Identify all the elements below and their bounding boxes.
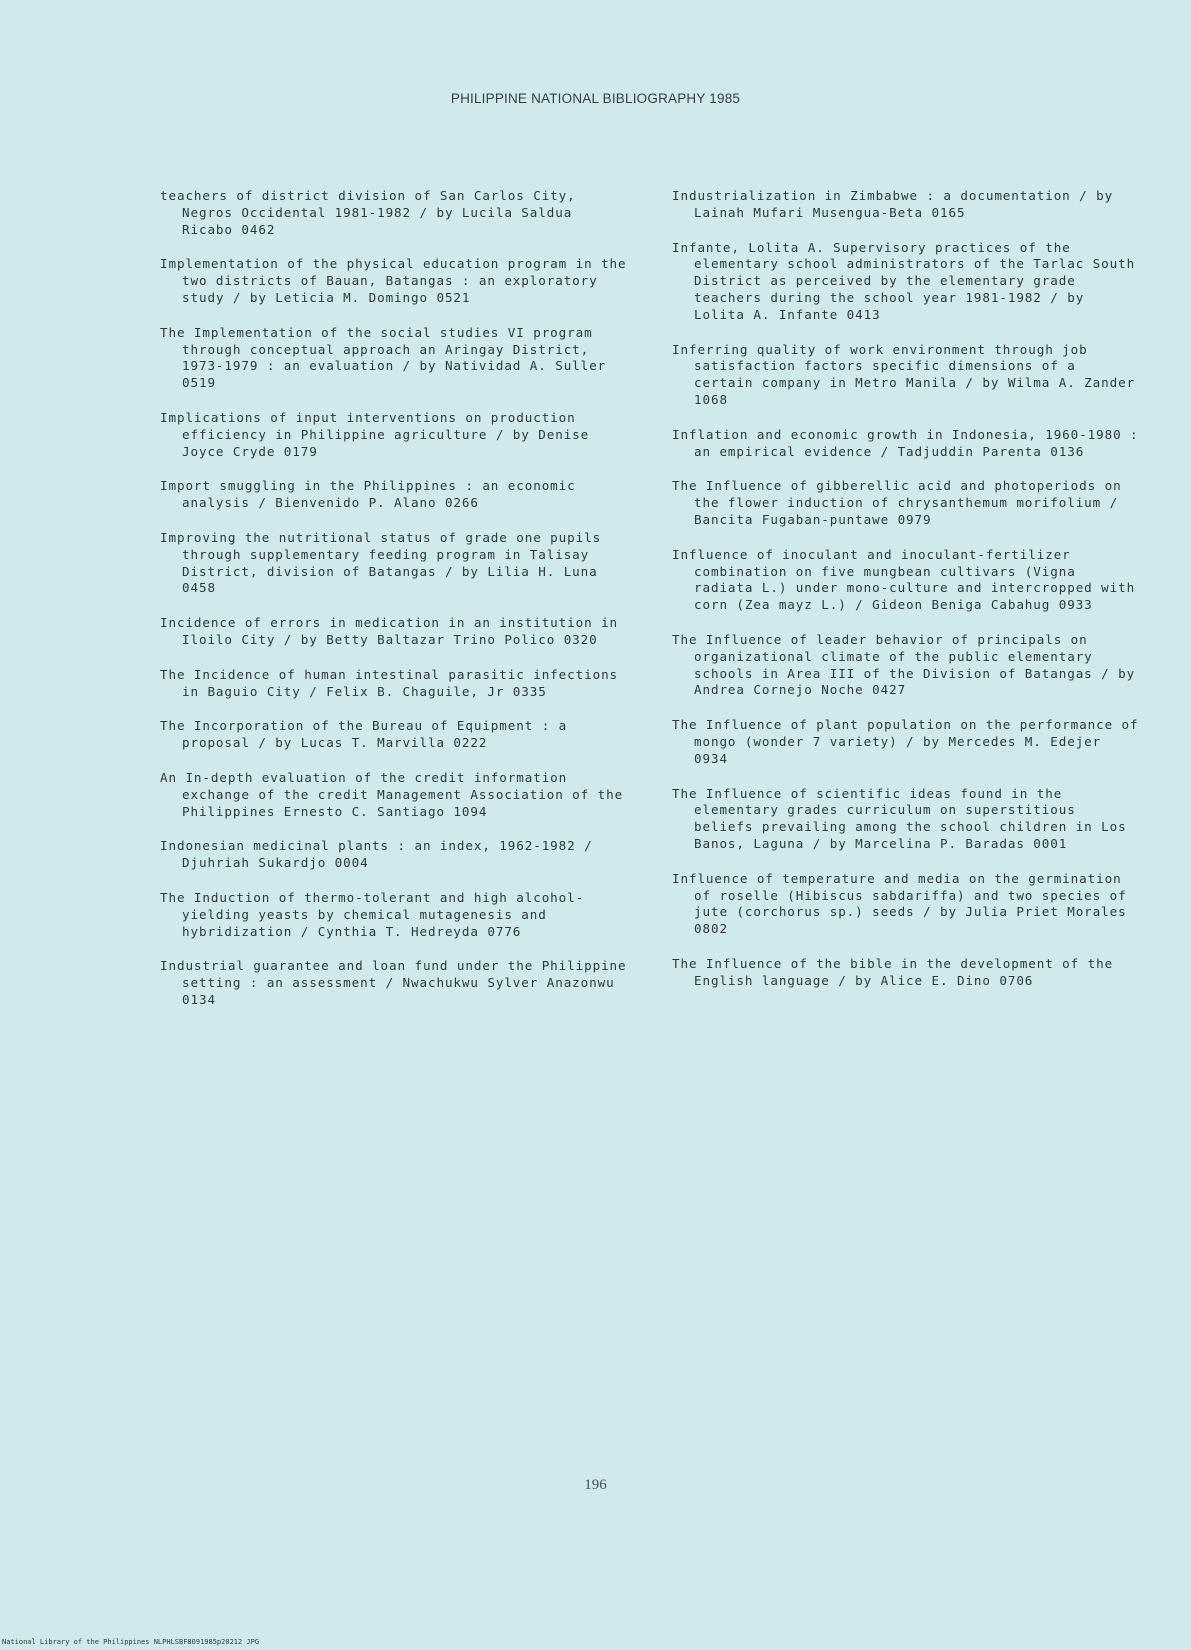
bibliography-entry: Industrialization in Zimbabwe : a documentation / by Lainah Mufari Musengua-Beta 0165 [672,188,1114,220]
bibliography-entry: Implications of input interventions on production efficiency in Philippine agriculture / by Denise Joyce Cryde 0179 [160,409,590,459]
page-header: PHILIPPINE NATIONAL BIBLIOGRAPHY 1985 [450,91,741,106]
bibliography-entry: Industrial guarantee and loan fund under the Philippine setting : an assessment / Nwachukwu Sylver Anazonwu 0134 [160,958,627,1007]
bibliography-entry: The Incorporation of the Bureau of Equipment : a proposal / by Lucas T. Marvilla 0222 [160,718,568,751]
bibliography-entry: Influence of inoculant and inoculant-fertilizer combination on five mungbean cultivars (Vigna radiata L.) under mono-culture and intercropped with corn (Zea mayz L.) / Gideon Beniga Cabahug 0933 [672,546,1136,613]
bibliography-entry: The Influence of plant population on the performance of mongo (wonder 7 variety) / by Mercedes M. Edejer 0934 [672,717,1139,766]
page-number: 196 [584,1477,607,1493]
left-column [160,188,630,1027]
bibliography-entry: Influence of temperature and media on the germination of roselle (Hibiscus sabdariffa) and two species of jute (corchorus sp.) seeds / by Julia Priet Morales 0802 [672,870,1127,937]
scan-footer: National Library of the Philippines NLPHLSBF8091985p20212 JPG [2,1638,260,1646]
bibliography-entry: Indonesian medicinal plants : an index, 1962-1982 / Djuhriah Sukardjo 0004 [160,838,593,871]
bibliography-entry: teachers of district division of San Carlos City, Negros Occidental 1981-1982 / by Lucila Saldua Ricabo 0462 [160,188,576,237]
bibliography-entry: The Implementation of the social studies VI program through conceptual approach an Aringay District, 1973-1979 : an evaluation / by Natividad A. Suller 0519 [160,324,607,391]
right-column [672,188,1142,1007]
bibliography-entry: Infante, Lolita A. Supervisory practices of the elementary school administrators of the Tarlac South District as perceived by the elementary grade teachers during the school year 1981-1982 / by Lolita A. Infante 0413 [672,239,1136,322]
bibliography-entry: The Induction of thermo-tolerant and high alcohol-yielding yeasts by chemical mutagenesis and hybridization / Cynthia T. Hedreyda 0776 [160,889,585,939]
bibliography-entry: Import smuggling in the Philippines : an economic analysis / Bienvenido P. Alano 0266 [160,478,576,511]
bibliography-entry: The Influence of gibberellic acid and photoperiods on the flower induction of chrysanthemum morifolium / Bancita Fugaban-puntawe 0979 [672,478,1122,527]
bibliography-entry: The Influence of leader behavior of principals on organizational climate of the public elementary schools in Area III of the Division of Batangas / by Andrea Cornejo Noche 0427 [672,631,1136,698]
bibliography-entry: The Influence of scientific ideas found in the elementary grades curriculum on superstitious beliefs prevailing among the school children in Los Banos, Laguna / by Marcelina P. Baradas 0001 [672,785,1127,851]
bibliography-entry: The Incidence of human intestinal parasitic infections in Baguio City / Felix B. Chaguile, Jr 0335 [160,666,619,699]
bibliography-entry: Inflation and economic growth in Indonesia, 1960-1980 : an empirical evidence / Tadjuddin Parenta 0136 [672,426,1139,459]
bibliography-entry: Implementation of the physical education program in the two districts of Bauan, Batangas : an exploratory study / by Leticia M. Domingo 0521 [160,256,627,305]
bibliography-entry: The Influence of the bible in the development of the English language / by Alice E. Dino 0706 [672,955,1114,988]
bibliography-entry: Inferring quality of work environment through job satisfaction factors specific dimensions of a certain company in Metro Manila / by Wilma A. Zander 1068 [672,341,1136,407]
bibliography-entry: An In-depth evaluation of the credit information exchange of the credit Management Association of the Philippines Ernesto C. Santiago 1094 [160,769,624,819]
bibliography-entry: Incidence of errors in medication in an institution in Iloilo City / by Betty Baltazar Trino Polico 0320 [160,615,619,647]
bibliography-entry: Improving the nutritional status of grade one pupils through supplementary feeding program in Talisay District, division of Batangas / by Lilia H. Luna 0458 [160,529,602,596]
